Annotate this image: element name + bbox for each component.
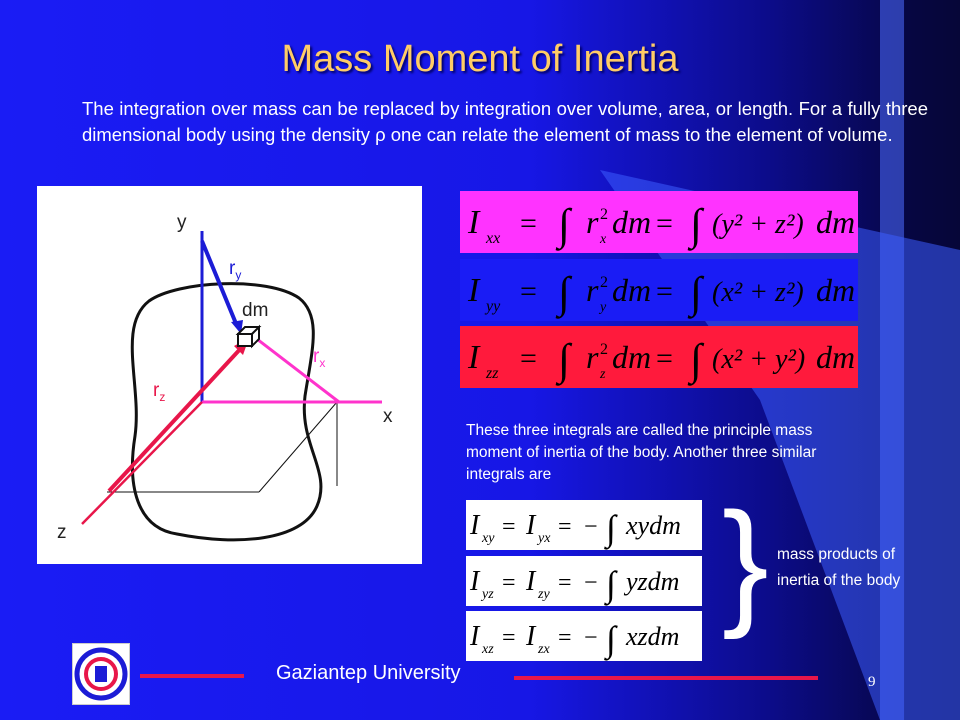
svg-text:=: = <box>502 570 516 596</box>
svg-text:2: 2 <box>600 274 608 291</box>
rz-label: $r_z$ <box>153 380 166 404</box>
svg-text:=: = <box>502 514 516 540</box>
svg-text:∫: ∫ <box>690 268 703 317</box>
svg-text:I: I <box>526 621 536 652</box>
svg-text:zy: zy <box>538 587 550 602</box>
svg-text:(y² + z²): (y² + z²) <box>712 209 804 240</box>
svg-text:xzdm: xzdm <box>626 622 680 651</box>
svg-text:∫: ∫ <box>558 335 571 384</box>
footer-university: Gaziantep University <box>276 662 461 684</box>
svg-text:=: = <box>656 342 673 375</box>
equation-iyy <box>460 259 858 321</box>
svg-text:I: I <box>468 204 480 241</box>
products-description: mass products of inertia of the body <box>777 546 901 589</box>
svg-text:−: − <box>584 625 598 651</box>
svg-text:=: = <box>558 514 572 540</box>
svg-text:r: r <box>586 272 599 308</box>
svg-text:dm: dm <box>612 204 652 240</box>
dm-label: dm <box>242 300 269 321</box>
svg-text:dm: dm <box>816 272 856 308</box>
svg-text:dm: dm <box>612 339 652 375</box>
svg-text:zx: zx <box>538 642 550 657</box>
dm-cube-icon <box>238 327 259 346</box>
svg-text:I: I <box>468 272 480 309</box>
svg-text:xy: xy <box>482 531 495 546</box>
footer-line-right <box>514 676 818 680</box>
svg-text:xx: xx <box>486 230 501 247</box>
svg-text:2: 2 <box>600 206 608 223</box>
svg-text:r: r <box>586 339 599 375</box>
svg-text:z: z <box>600 367 606 382</box>
svg-text:dm: dm <box>816 204 856 240</box>
svg-text:∫: ∫ <box>690 200 703 249</box>
svg-text:yz: yz <box>482 587 494 602</box>
body-outline <box>132 284 321 540</box>
svg-text:=: = <box>558 570 572 596</box>
z-axis-label: z <box>57 522 67 543</box>
svg-text:xydm: xydm <box>626 511 681 540</box>
svg-text:=: = <box>520 275 537 308</box>
rx-label: $r_x$ <box>313 346 326 370</box>
svg-text:dm: dm <box>612 272 652 308</box>
rx-vector <box>253 336 339 402</box>
equation-ixz <box>466 611 702 661</box>
svg-text:r: r <box>586 204 599 240</box>
svg-text:zz: zz <box>486 365 499 382</box>
equation-iyz <box>466 556 702 606</box>
figure-drawing <box>37 186 422 564</box>
svg-text:yzdm: yzdm <box>626 567 680 596</box>
svg-text:I: I <box>470 566 480 597</box>
university-logo <box>72 643 130 705</box>
x-axis-label: x <box>383 406 393 427</box>
svg-text:I: I <box>470 621 480 652</box>
svg-text:y: y <box>600 300 607 315</box>
svg-text:∫: ∫ <box>558 200 571 249</box>
equation-ixx <box>460 191 858 253</box>
svg-text:I: I <box>526 510 536 541</box>
svg-text:=: = <box>520 342 537 375</box>
svg-text:∫: ∫ <box>606 508 616 548</box>
svg-text:x: x <box>600 232 607 247</box>
equation-izz <box>460 326 858 388</box>
ry-label: $r_y$ <box>229 258 242 282</box>
rz-vector <box>109 346 243 491</box>
svg-text:=: = <box>656 207 673 240</box>
svg-text:I: I <box>526 566 536 597</box>
intro-paragraph: The integration over mass can be replaced by integration over volume, area, or length. For a fully three dimensional body using the density ρ one can relate the element of mass to the element of volume. <box>82 98 928 145</box>
svg-text:I: I <box>468 339 480 376</box>
y-axis-label: y <box>177 212 187 233</box>
svg-text:=: = <box>502 625 516 651</box>
svg-text:∫: ∫ <box>558 268 571 317</box>
svg-text:=: = <box>558 625 572 651</box>
svg-text:xz: xz <box>482 642 494 657</box>
svg-text:I: I <box>470 510 480 541</box>
svg-text:=: = <box>520 207 537 240</box>
svg-text:∫: ∫ <box>690 335 703 384</box>
svg-text:yy: yy <box>486 298 501 315</box>
integrals-note: These three integrals are called the principle mass moment of inertia of the body. Another three similar integrals are <box>466 422 817 483</box>
coordinate-figure <box>37 186 422 564</box>
brace-symbol: } <box>722 483 769 640</box>
svg-text:2: 2 <box>600 341 608 358</box>
footer-line-left <box>140 674 244 678</box>
svg-text:∫: ∫ <box>606 619 616 659</box>
slide-title: Mass Moment of Inertia <box>281 38 679 80</box>
svg-text:−: − <box>584 514 598 540</box>
svg-text:yx: yx <box>538 531 551 546</box>
svg-text:∫: ∫ <box>606 564 616 604</box>
svg-text:(x² + z²): (x² + z²) <box>712 277 804 308</box>
z-axis <box>82 402 202 524</box>
equation-ixy <box>466 500 702 550</box>
svg-text:dm: dm <box>816 339 856 375</box>
page-number: 9 <box>868 674 876 690</box>
svg-text:(x² + y²): (x² + y²) <box>712 344 806 375</box>
svg-text:−: − <box>584 570 598 596</box>
svg-text:=: = <box>656 275 673 308</box>
